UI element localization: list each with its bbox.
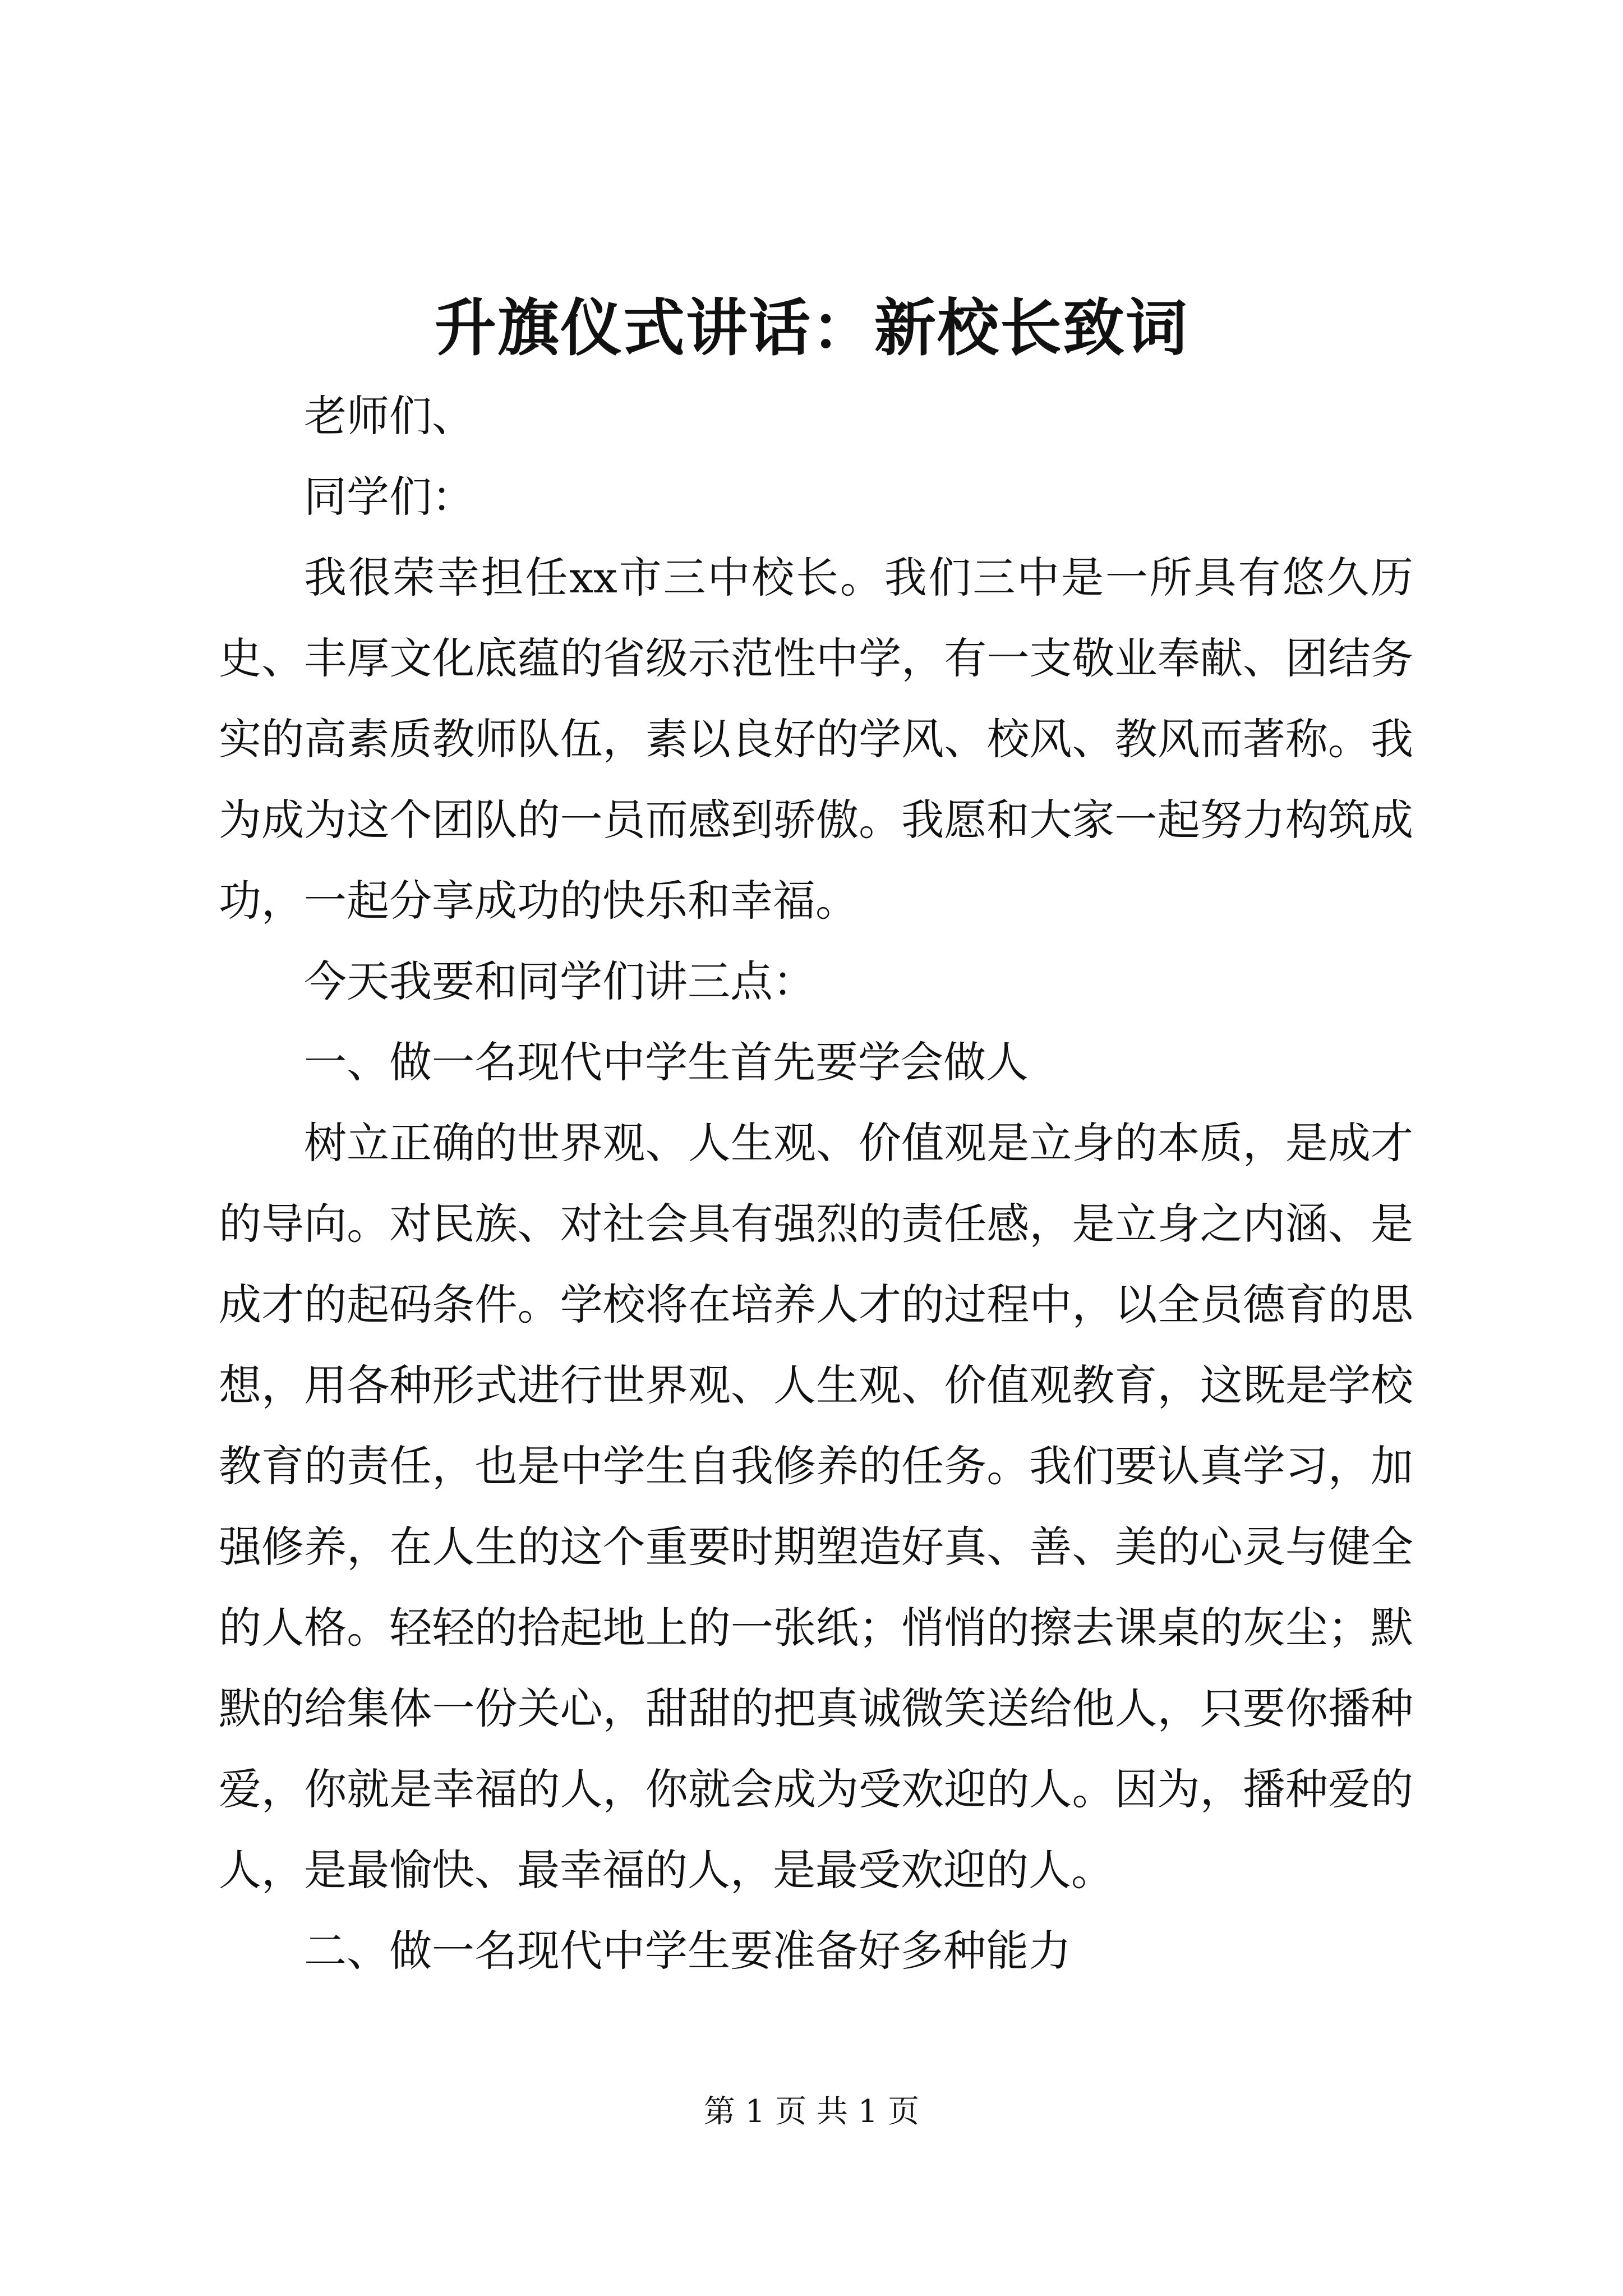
paragraph-three-points: 今天我要和同学们讲三点： [304, 956, 815, 1006]
paragraph-section-one-body: 树立正确的世界观、人生观、价值观是立身的本质，是成才的导向。对民族、对社会具有强烈的责任感，是立身之内涵、是成才的起码条件。学校将在培养人才的过程中，以全员德育的思想，用各种形式进行世界观、人生观、价值观教育，这既是学校教育的责任，也是中学生自我修养的任务。我们要认真学习，加强修养，在人生的这个重要时期塑造好真、善、美的心灵与健全的人格。轻轻的拾起地上的一张纸；悄悄的擦去课桌的灰尘；默默的给集体一份关心，甜甜的把真诚微笑送给他人，只要你播种爱，你就是幸福的人，你就会成为受欢迎的人。因为，播种爱的人，是最愉快、最幸福的人，是最受欢迎的人。 [219, 1118, 1413, 1895]
page-number-footer: 第 1 页 共 1 页 [703, 2093, 920, 2130]
section-heading-one: 一、做一名现代中学生首先要学会做人 [304, 1037, 1029, 1087]
paragraph-greeting-students: 同学们： [304, 472, 474, 522]
paragraph-greeting-teachers: 老师们、 [304, 391, 474, 441]
document-body [219, 376, 1413, 1991]
section-heading-two: 二、做一名现代中学生要准备好多种能力 [304, 1926, 1071, 1976]
paragraph-introduction: 我很荣幸担任xx市三中校长。我们三中是一所具有悠久历史、丰厚文化底蕴的省级示范性中学，有一支敬业奉献、团结务实的高素质教师队伍，素以良好的学风、校风、教风而著称。我为成为这个团队的一员而感到骄傲。我愿和大家一起努力构筑成功，一起分享成功的快乐和幸福。 [219, 553, 1413, 926]
document-title: 升旗仪式讲话：新校长致词 [435, 292, 1188, 364]
